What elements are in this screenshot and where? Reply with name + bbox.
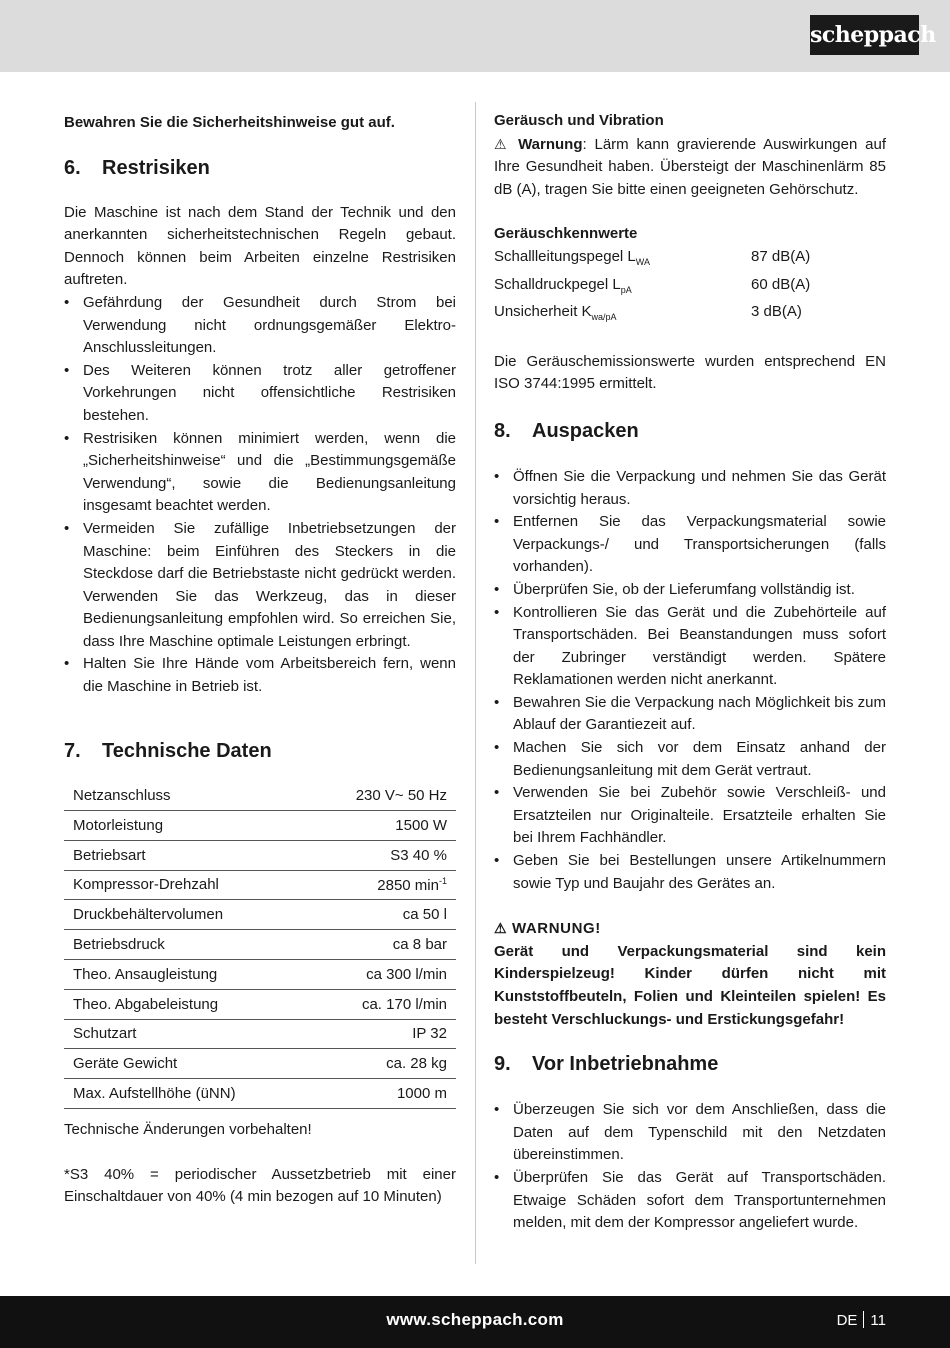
- table-row: [64, 1049, 456, 1079]
- warning-title: WARNUNG!: [511, 920, 601, 938]
- page-number: 11: [870, 1312, 886, 1329]
- row-value: 2850 min: [377, 876, 439, 894]
- table-row: [64, 1019, 456, 1049]
- technical-data-table: [64, 781, 456, 1109]
- noise-vibration-heading: Geräusch und Vibration: [494, 112, 664, 129]
- table-row: [64, 840, 456, 870]
- section-number: 6.: [64, 156, 81, 179]
- noise-value-subscript: WA: [635, 256, 650, 267]
- noise-value-label-cell: [494, 301, 751, 329]
- keep-instructions-note: Bewahren Sie die Sicherheitshinweise gut auf.: [64, 114, 395, 131]
- row-label: Geräte Gewicht: [64, 1049, 308, 1079]
- noise-value-subscript: pA: [620, 284, 632, 295]
- row-value: 1500 W: [308, 810, 456, 840]
- list-item: • Geben Sie bei Bestellungen unsere Artikelnummern sowie Typ und Baujahr des Gerätes an.: [494, 850, 886, 895]
- table-row: [64, 959, 456, 989]
- section-8-bullet-list: [494, 466, 886, 895]
- row-label: Kompressor-Drehzahl: [64, 870, 308, 900]
- noise-value-label: Unsicherheit K: [494, 303, 592, 321]
- noise-value: 87 dB(A): [751, 247, 811, 265]
- section-title: Auspacken: [532, 419, 639, 442]
- row-label: Theo. Abgabeleistung: [64, 989, 308, 1019]
- row-value: ca 50 l: [308, 900, 456, 930]
- section-9-bullet-list: [494, 1099, 886, 1235]
- section-6-bullet-list: [64, 292, 456, 699]
- row-label: Theo. Ansaugleistung: [64, 959, 308, 989]
- row-value: IP 32: [308, 1019, 456, 1049]
- list-item: • Restrisiken können minimiert werden, wenn die „Sicherheitshinweise“ und die „Bestimmungsgemäße Verwendung“, sowie die Bedienungsanleitung insgesamt beachtet werden.: [64, 428, 456, 518]
- list-item: • Gefährdung der Gesundheit durch Strom bei Verwendung nicht ordnungsgemäßer Elektro-Anschlussleitungen.: [64, 292, 456, 360]
- row-label: Netzanschluss: [64, 781, 308, 811]
- section-8-heading: [494, 418, 886, 444]
- section-9-heading: [494, 1051, 886, 1077]
- table-row: [64, 781, 456, 811]
- row-label: Motorleistung: [64, 810, 308, 840]
- noise-values-heading: Geräuschkennwerte: [494, 225, 638, 243]
- table-row: [64, 900, 456, 930]
- warning-triangle-icon: ⚠: [494, 135, 511, 152]
- list-item: • Entfernen Sie das Verpackungsmaterial sowie Verpackungs-/ und Transportsicherungen (falls vorhanden).: [494, 511, 886, 579]
- section-number: 7.: [64, 739, 81, 762]
- noise-warning-paragraph: [494, 133, 886, 202]
- row-value-cell: [308, 870, 456, 900]
- noise-value-label-cell: [494, 274, 751, 302]
- noise-value-row: [494, 274, 886, 302]
- header-bar: [0, 0, 950, 72]
- website-link[interactable]: www.scheppach.com: [386, 1310, 564, 1329]
- noise-value-row: [494, 301, 886, 329]
- row-value: ca 300 l/min: [308, 959, 456, 989]
- section-6-heading: [64, 155, 456, 181]
- noise-values-list: [494, 246, 886, 329]
- row-label: Schutzart: [64, 1019, 308, 1049]
- table-row: [64, 870, 456, 900]
- noise-value-subscript: wa/pA: [591, 312, 617, 323]
- row-value: ca. 170 l/min: [308, 989, 456, 1019]
- warning-label: Warnung: [518, 135, 583, 153]
- row-value: ca 8 bar: [308, 930, 456, 960]
- row-value: ca. 28 kg: [308, 1049, 456, 1079]
- page-indicator: [837, 1311, 886, 1329]
- right-column: [494, 108, 886, 1235]
- page-separator: [863, 1311, 864, 1328]
- list-item: • Überprüfen Sie das Gerät auf Transportschäden. Etwaige Schäden sofort dem Transportunternehmen melden, mit dem der Kompressor angeliefert wurde.: [494, 1167, 886, 1235]
- section-6-intro: Die Maschine ist nach dem Stand der Technik und den anerkannten sicherheitstechnischen Regeln gebaut. Dennoch können beim Arbeiten einzelne Restrisiken auftreten.: [64, 203, 456, 289]
- section-title: Restrisiken: [102, 156, 210, 179]
- row-value-exponent: -1: [438, 875, 447, 886]
- row-label: Betriebsdruck: [64, 930, 308, 960]
- footer-bar: [0, 1296, 950, 1348]
- list-item: • Halten Sie Ihre Hände vom Arbeitsbereich fern, wenn die Maschine in Betrieb ist.: [64, 653, 456, 698]
- list-item: • Vermeiden Sie zufällige Inbetriebsetzungen der Maschine: beim Einführen des Steckers in die Steckdose darf die Betriebstaste nicht gedrückt werden. Verwenden Sie das Werkzeug, das in dieser Bedienungsanleitung empfohlen wird. So erreichen Sie, dass Ihre Maschine optimale Leistungen erbringt.: [64, 518, 456, 654]
- table-row: [64, 1079, 456, 1109]
- warning-triangle-icon: ⚠: [494, 920, 508, 937]
- list-item: • Verwenden Sie bei Zubehör sowie Verschleiß- und Ersatzteilen nur Originalteile. Ersatzteile erhalten Sie bei Ihrem Fachhändler.: [494, 782, 886, 850]
- row-value: 230 V~ 50 Hz: [308, 781, 456, 811]
- technical-changes-note: Technische Änderungen vorbehalten!: [64, 1120, 312, 1138]
- column-divider: [475, 102, 476, 1264]
- list-item: • Öffnen Sie die Verpackung und nehmen Sie das Gerät vorsichtig heraus.: [494, 466, 886, 511]
- noise-standard-note: Die Geräuschemissionswerte wurden entsprechend EN ISO 3744:1995 ermittelt.: [494, 352, 886, 393]
- row-value: 1000 m: [308, 1079, 456, 1109]
- table-row: [64, 989, 456, 1019]
- language-code: DE: [836, 1312, 858, 1329]
- scheppach-logo: scheppach: [810, 15, 919, 55]
- row-label: Max. Aufstellhöhe (üNN): [64, 1079, 308, 1109]
- noise-value: 60 dB(A): [751, 275, 811, 293]
- list-item: • Überprüfen Sie, ob der Lieferumfang vollständig ist.: [494, 579, 886, 602]
- warning-text: Gerät und Verpackungsmaterial sind kein Kinderspielzeug! Kinder dürfen nicht mit Kunststoffbeuteln, Folien und Kleinteilen spielen! Es besteht Verschluckungs- und Erstickungsgefahr!: [494, 942, 886, 1028]
- noise-value-label: Schalldruckpegel L: [494, 275, 621, 293]
- section-title: Vor Inbetriebnahme: [532, 1053, 719, 1076]
- left-column: [64, 108, 456, 1209]
- warning-text: : Lärm kann gravierende Auswirkungen auf Ihre Gesundheit haben. Übersteigt der Maschinenlärm 85 dB (A), tragen Sie bitte einen geeigneten Gehörschutz.: [494, 135, 886, 198]
- row-label: Betriebsart: [64, 840, 308, 870]
- s3-footnote: *S3 40% = periodischer Aussetzbetrieb mit einer Einschaltdauer von 40% (4 min bezogen auf 10 Minuten): [64, 1165, 456, 1206]
- table-row: [64, 810, 456, 840]
- noise-value: 3 dB(A): [751, 303, 802, 321]
- section-number: 8.: [494, 419, 511, 442]
- section-7-heading: [64, 738, 456, 764]
- list-item: • Kontrollieren Sie das Gerät und die Zubehörteile auf Transportschäden. Bei Beanstandungen muss sofort der Zubringer verständigt werden. Spätere Reklamationen werden nicht anerkannt.: [494, 602, 886, 692]
- section-title: Technische Daten: [102, 739, 272, 762]
- list-item: • Des Weiteren können trotz aller getroffener Vorkehrungen nicht offensichtliche Restrisiken bestehen.: [64, 360, 456, 428]
- row-label: Druckbehältervolumen: [64, 900, 308, 930]
- noise-value-row: [494, 246, 886, 274]
- row-value: S3 40 %: [308, 840, 456, 870]
- noise-value-label: Schallleitungspegel L: [494, 247, 636, 265]
- section-number: 9.: [494, 1053, 511, 1076]
- list-item: • Machen Sie sich vor dem Einsatz anhand der Bedienungsanleitung mit dem Gerät vertraut.: [494, 737, 886, 782]
- list-item: • Überzeugen Sie sich vor dem Anschließen, dass die Daten auf dem Typenschild mit den Netzdaten übereinstimmen.: [494, 1099, 886, 1167]
- warning-heading: [494, 917, 886, 941]
- table-row: [64, 930, 456, 960]
- noise-value-label-cell: [494, 246, 751, 274]
- list-item: • Bewahren Sie die Verpackung nach Möglichkeit bis zum Ablauf der Garantiezeit auf.: [494, 692, 886, 737]
